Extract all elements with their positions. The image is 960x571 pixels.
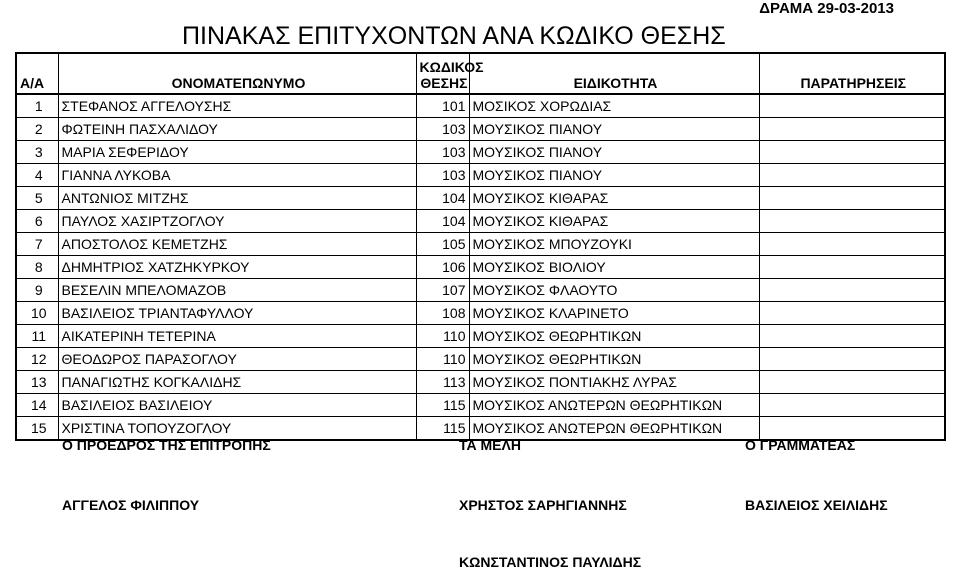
col-header-code-line2: ΘΕΣΗΣ	[420, 75, 468, 91]
cell-code: 104	[416, 187, 469, 210]
cell-name: ΘΕΟΔΩΡΟΣ ΠΑΡΑΣΟΓΛΟΥ	[58, 348, 416, 371]
cell-specialty: ΜΟΥΣΙΚΟΣ ΚΛΑΡΙΝΕΤΟ	[469, 302, 759, 325]
cell-notes	[759, 325, 945, 348]
table-row	[16, 210, 945, 233]
cell-notes	[759, 187, 945, 210]
table-row	[16, 94, 945, 118]
cell-notes	[759, 118, 945, 141]
cell-name: ΒΑΣΙΛΕΙΟΣ ΤΡΙΑΝΤΑΦΥΛΛΟΥ	[58, 302, 416, 325]
cell-specialty: ΜΟΥΣΙΚΟΣ ΑΝΩΤΕΡΩΝ ΘΕΩΡΗΤΙΚΩΝ	[469, 394, 759, 417]
cell-name: ΔΗΜΗΤΡΙΟΣ ΧΑΤΖΗΚΥΡΚΟΥ	[58, 256, 416, 279]
cell-notes	[759, 256, 945, 279]
cell-specialty: ΜΟΥΣΙΚΟΣ ΚΙΘΑΡΑΣ	[469, 210, 759, 233]
cell-no: 14	[16, 394, 58, 417]
cell-no: 11	[16, 325, 58, 348]
table-body	[16, 94, 945, 440]
secretary-title: Ο ΓΡΑΜΜΑΤΕΑΣ	[745, 437, 856, 453]
cell-name: ΦΩΤΕΙΝΗ ΠΑΣΧΑΛΙΔΟΥ	[58, 118, 416, 141]
cell-code: 113	[416, 371, 469, 394]
cell-notes	[759, 348, 945, 371]
page-title: ΠΙΝΑΚΑΣ ΕΠΙΤΥΧΟΝΤΩΝ ΑΝΑ ΚΩΔΙΚΟ ΘΕΣΗΣ	[182, 22, 726, 50]
cell-specialty: ΜΟΥΣΙΚΟΣ ΘΕΩΡΗΤΙΚΩΝ	[469, 348, 759, 371]
cell-specialty: ΜΟΥΣΙΚΟΣ ΠΙΑΝΟΥ	[469, 164, 759, 187]
cell-name: ΑΝΤΩΝΙΟΣ ΜΙΤΖΗΣ	[58, 187, 416, 210]
cell-notes	[759, 141, 945, 164]
cell-specialty: ΜΟΥΣΙΚΟΣ ΑΝΩΤΕΡΩΝ ΘΕΩΡΗΤΙΚΩΝ	[469, 417, 759, 441]
col-header-code-line1: ΚΩΔΙΚΟΣ	[419, 59, 484, 75]
cell-notes	[759, 394, 945, 417]
cell-code: 106	[416, 256, 469, 279]
cell-notes	[759, 371, 945, 394]
table-row	[16, 118, 945, 141]
col-header-no: Α/Α	[16, 53, 58, 94]
cell-notes	[759, 302, 945, 325]
president-name: ΑΓΓΕΛΟΣ ΦΙΛΙΠΠΟΥ	[62, 497, 200, 513]
cell-specialty: ΜΟΥΣΙΚΟΣ ΠΙΑΝΟΥ	[469, 141, 759, 164]
table-row	[16, 371, 945, 394]
cell-name: ΑΙΚΑΤΕΡΙΝΗ ΤΕΤΕΡΙΝΑ	[58, 325, 416, 348]
table-row	[16, 279, 945, 302]
cell-no: 5	[16, 187, 58, 210]
cell-specialty: ΜΟΥΣΙΚΟΣ ΜΠΟΥΖΟΥΚΙ	[469, 233, 759, 256]
col-header-name: ΟΝΟΜΑΤΕΠΩΝΥΜΟ	[58, 53, 416, 94]
cell-specialty: ΜΟΥΣΙΚΟΣ ΦΛΑΟΥΤΟ	[469, 279, 759, 302]
cell-specialty: ΜΟΣΙΚΟΣ ΧΟΡΩΔΙΑΣ	[469, 94, 759, 118]
member1-name: ΧΡΗΣΤΟΣ ΣΑΡΗΓΙΑΝΝΗΣ	[459, 497, 627, 513]
col-header-code	[416, 53, 484, 94]
cell-code: 110	[416, 325, 469, 348]
cell-name: ΣΤΕΦΑΝΟΣ ΑΓΓΕΛΟΥΣΗΣ	[58, 94, 416, 118]
table-row	[16, 302, 945, 325]
cell-code: 105	[416, 233, 469, 256]
cell-name: ΠΑΥΛΟΣ ΧΑΣΙΡΤΖΟΓΛΟΥ	[58, 210, 416, 233]
cell-name: ΜΑΡΙΑ ΣΕΦΕΡΙΔΟΥ	[58, 141, 416, 164]
cell-notes	[759, 164, 945, 187]
secretary-name: ΒΑΣΙΛΕΙΟΣ ΧΕΙΛΙΔΗΣ	[745, 497, 888, 513]
table-row	[16, 394, 945, 417]
cell-code: 104	[416, 210, 469, 233]
results-table	[15, 52, 946, 441]
cell-name: ΠΑΝΑΓΙΩΤΗΣ ΚΟΓΚΑΛΙΔΗΣ	[58, 371, 416, 394]
cell-no: 6	[16, 210, 58, 233]
table-row	[16, 164, 945, 187]
cell-name: ΧΡΙΣΤΙΝΑ ΤΟΠΟΥΖΟΓΛΟΥ	[58, 417, 416, 441]
cell-notes	[759, 279, 945, 302]
cell-code: 115	[416, 417, 469, 441]
cell-specialty: ΜΟΥΣΙΚΟΣ ΠΙΑΝΟΥ	[469, 118, 759, 141]
cell-no: 2	[16, 118, 58, 141]
cell-name: ΓΙΑΝΝΑ ΛΥΚΟΒΑ	[58, 164, 416, 187]
table-row	[16, 348, 945, 371]
cell-no: 10	[16, 302, 58, 325]
cell-code: 108	[416, 302, 469, 325]
cell-name: ΒΑΣΙΛΕΙΟΣ ΒΑΣΙΛΕΙΟΥ	[58, 394, 416, 417]
cell-code: 107	[416, 279, 469, 302]
cell-name: ΑΠΟΣΤΟΛΟΣ ΚΕΜΕΤΖΗΣ	[58, 233, 416, 256]
cell-code: 110	[416, 348, 469, 371]
cell-code: 115	[416, 394, 469, 417]
cell-code: 101	[416, 94, 469, 118]
cell-specialty: ΜΟΥΣΙΚΟΣ ΚΙΘΑΡΑΣ	[469, 187, 759, 210]
president-title: Ο ΠΡΟΕΔΡΟΣ ΤΗΣ ΕΠΙΤΡΟΠΗΣ	[62, 437, 271, 453]
cell-no: 1	[16, 94, 58, 118]
cell-notes	[759, 210, 945, 233]
cell-no: 12	[16, 348, 58, 371]
cell-no: 4	[16, 164, 58, 187]
cell-notes	[759, 233, 945, 256]
members-title: ΤΑ ΜΕΛΗ	[459, 437, 521, 453]
cell-notes	[759, 94, 945, 118]
table-row	[16, 141, 945, 164]
col-header-specialty: ΕΙΔΙΚΟΤΗΤΑ	[469, 53, 759, 94]
table-row	[16, 256, 945, 279]
cell-no: 3	[16, 141, 58, 164]
table-header-row	[16, 53, 945, 94]
cell-code: 103	[416, 118, 469, 141]
cell-code: 103	[416, 164, 469, 187]
cell-no: 13	[16, 371, 58, 394]
cell-specialty: ΜΟΥΣΙΚΟΣ ΒΙΟΛΙΟΥ	[469, 256, 759, 279]
cell-specialty: ΜΟΥΣΙΚΟΣ ΠΟΝΤΙΑΚΗΣ ΛΥΡΑΣ	[469, 371, 759, 394]
document-date: ΔΡΑΜΑ 29-03-2013	[759, 0, 894, 17]
member2-name: ΚΩΝΣΤΑΝΤΙΝΟΣ ΠΑΥΛΙΔΗΣ	[459, 554, 642, 570]
cell-no: 15	[16, 417, 58, 441]
cell-name: ΒΕΣΕΛΙΝ ΜΠΕΛΟΜΑΖΟΒ	[58, 279, 416, 302]
cell-no: 8	[16, 256, 58, 279]
table-row	[16, 233, 945, 256]
cell-no: 9	[16, 279, 58, 302]
cell-specialty: ΜΟΥΣΙΚΟΣ ΘΕΩΡΗΤΙΚΩΝ	[469, 325, 759, 348]
cell-code: 103	[416, 141, 469, 164]
table-row	[16, 187, 945, 210]
table-row	[16, 325, 945, 348]
cell-no: 7	[16, 233, 58, 256]
col-header-notes: ΠΑΡΑΤΗΡΗΣΕΙΣ	[759, 53, 945, 94]
